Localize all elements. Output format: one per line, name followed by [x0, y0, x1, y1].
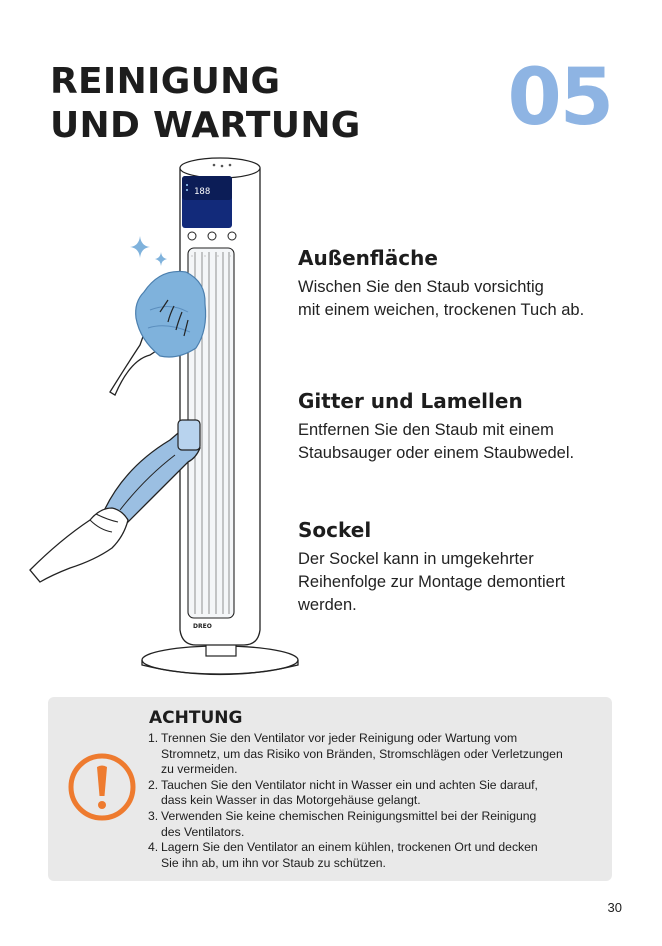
fan-power-button [188, 232, 196, 240]
section-text: Der Sockel kann in umgekehrter Reihenfolge zur Montage demontiert werden. [298, 550, 565, 614]
section-grille-louvres [298, 389, 628, 465]
section-heading: Gitter und Lamellen [298, 389, 523, 413]
warning-item: 3. Verwenden Sie keine chemischen Reinigungsmittel bei der Reinigung des Ventilators. [148, 808, 537, 839]
sparkle-small-icon [155, 252, 167, 266]
warning-heading: ACHTUNG [149, 708, 243, 728]
page-title-line1: REINIGUNG [50, 61, 281, 102]
warning-item: 4. Lagern Sie den Ventilator an einem kühlen, trockenen Ort und decken Sie ihn ab, um ihn vor Staub zu schützen. [148, 840, 538, 870]
section-heading: Außenfläche [298, 246, 438, 270]
hand-holding-vacuum [30, 508, 128, 582]
section-exterior [298, 246, 628, 322]
warning-item: 1. Trennen Sie den Ventilator vor jeder Reinigung oder Wartung vom Stromnetz, um das Risiko von Bränden, Stromschlägen oder Verletzungen zu vermeiden. [148, 731, 563, 777]
section-base [298, 518, 628, 617]
section-text: Wischen Sie den Staub vorsichtig mit einem weichen, trockenen Tuch ab. [298, 278, 585, 319]
warning-box [48, 697, 612, 881]
exclamation-circle-icon [66, 751, 138, 823]
page-number: 30 [607, 900, 622, 915]
fan-brand-logo: DREO [193, 623, 212, 630]
warning-item: 2. Tauchen Sie den Ventilator nicht in Wasser ein und achten Sie darauf, dass kein Wasser in das Motorgehäuse gelangt. [148, 777, 538, 808]
page-title [50, 60, 361, 148]
page-title-line2: UND WARTUNG [50, 105, 361, 146]
warning-list [148, 731, 608, 871]
tower-fan-cleaning-illustration [0, 150, 310, 690]
chapter-number: 05 [507, 53, 612, 143]
fan-mode-button [208, 232, 216, 240]
fan-speed-button [228, 232, 236, 240]
sparkle-icon [130, 236, 150, 258]
fan-display-readout: 188 [194, 187, 211, 197]
section-heading: Sockel [298, 518, 372, 542]
section-text: Entfernen Sie den Staub mit einem Staubsauger oder einem Staubwedel. [298, 421, 575, 462]
